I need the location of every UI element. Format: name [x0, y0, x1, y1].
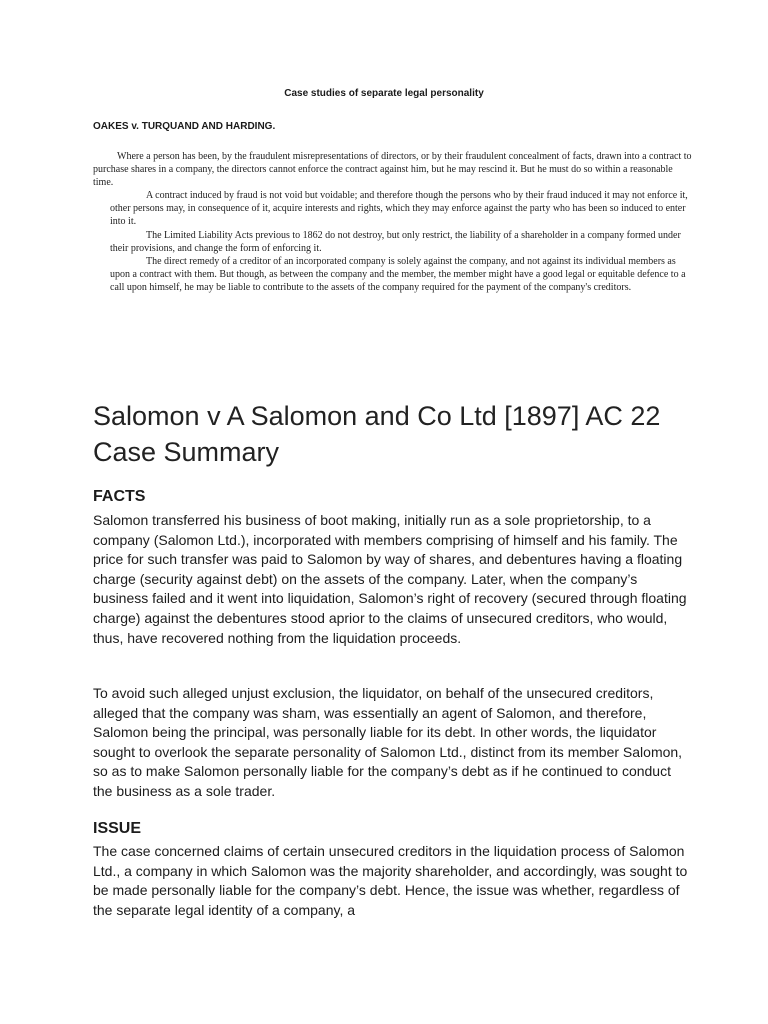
oakes-paragraph-2: A contract induced by fraud is not void but voidable; and therefore though the persons who by their fraud induced it may not enforce it, other persons may, in consequence of it, acquire interests and rights, which they may enforce against the party who has been so induced to enter into it.	[110, 190, 688, 228]
document-title: Case studies of separate legal personality	[284, 88, 484, 99]
oakes-paragraph-3: The Limited Liability Acts previous to 1862 do not destroy, but only restrict, the liability of a shareholder in a company formed under their provisions, and change the form of enforcing it.	[110, 229, 681, 254]
facts-section-continued	[93, 684, 693, 802]
oakes-case-text	[93, 150, 693, 294]
case-heading-oakes: OAKES v. TURQUAND AND HARDING.	[93, 121, 276, 132]
issue-heading: ISSUE	[93, 820, 142, 837]
oakes-paragraph-4: The direct remedy of a creditor of an incorporated company is solely against the company, and not against its individual members as upon a contract with them. But though, as between the company and the member, the member might have a good legal or equitable defence to a call upon himself, he may be liable to contribute to the assets of the company required for the payment of the company's creditors.	[110, 255, 686, 293]
salomon-case-title: Salomon v A Salomon and Co Ltd [1897] AC 22 Case Summary	[93, 401, 661, 467]
facts-paragraph-1: Salomon transferred his business of boot making, initially run as a sole proprietorship, to a company (Salomon Ltd.), incorporated with members comprising of himself and his family. The price for such transfer was paid to Salomon by way of shares, and debentures having a floating charge (security against debt) on the assets of the company. Later, when the company’s business failed and it went into liquidation, Salomon’s right of recovery (secured through floating charge) against the debentures stood aprior to the claims of unsecured creditors, who would, thus, have recovered nothing from the liquidation proceeds.	[93, 512, 687, 646]
facts-paragraph-2: To avoid such alleged unjust exclusion, the liquidator, on behalf of the unsecured creditors, alleged that the company was sham, was essentially an agent of Salomon, and therefore, Salomon being the principal, was personally liable for its debt. In other words, the liquidator sought to overlook the separate personality of Salomon Ltd., distinct from its member Salomon, so as to make Salomon personally liable for the company’s debt as if he continued to conduct the business as a sole trader.	[93, 685, 683, 799]
oakes-paragraph-1: Where a person has been, by the fraudulent misrepresentations of directors, or by their fraudulent concealment of facts, drawn into a contract to purchase shares in a company, the directors cannot enforce the contract against him, but he may rescind it. But he must do so within a reasonable time.	[93, 151, 692, 189]
issue-paragraph: The case concerned claims of certain unsecured creditors in the liquidation process of Salomon Ltd., a company in which Salomon was the majority shareholder, and accordingly, was sought to be made personally liable for the company’s debt. Hence, the issue was whether, regardless of the separate legal identity of a company, a	[93, 843, 688, 918]
facts-heading: FACTS	[93, 488, 146, 505]
issue-section	[93, 819, 693, 920]
facts-section	[93, 487, 693, 648]
